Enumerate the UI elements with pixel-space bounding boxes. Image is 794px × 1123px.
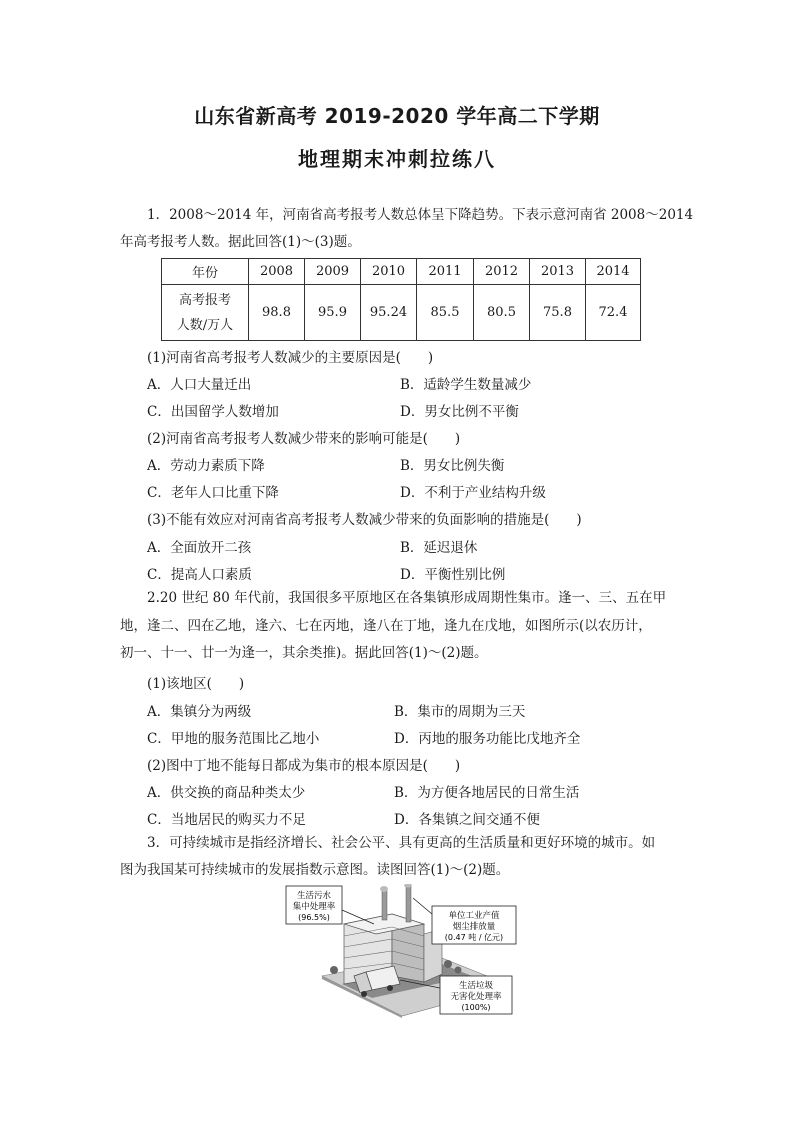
q2-sub1-stem: (1)该地区( ) bbox=[147, 676, 245, 692]
table-header-year: 年份 bbox=[162, 259, 249, 285]
table-row bbox=[162, 259, 641, 285]
table-cell-value: 72.4 bbox=[586, 285, 641, 341]
table-cell-year: 2010 bbox=[361, 259, 417, 285]
enrollment-table bbox=[161, 258, 641, 341]
q1-sub3-option-c: C．提高人口素质 bbox=[147, 567, 252, 583]
q1-sub3-stem: (3)不能有效应对河南省高考报考人数减少带来的负面影响的措施是( ) bbox=[147, 512, 582, 528]
q2-sub2-stem: (2)图中丁地不能每日都成为集市的根本原因是( ) bbox=[147, 758, 461, 774]
label-garbage-line1: 生活垃圾 bbox=[458, 981, 494, 991]
q2-sub1-option-b: B．集市的周期为三天 bbox=[394, 704, 526, 720]
q1-sub2-option-d: D．不利于产业结构升级 bbox=[400, 485, 546, 501]
label-dust-line2: 烟尘排放量 bbox=[452, 922, 496, 932]
label-garbage-value: (100%) bbox=[461, 1003, 491, 1012]
page-title: 山东省新高考 2019-2020 学年高二下学期 bbox=[194, 104, 600, 128]
q2-sub1-option-a: A．集镇分为两级 bbox=[147, 704, 252, 720]
label-dust-value: (0.47 吨 / 亿元) bbox=[444, 933, 504, 942]
q1-sub2-option-b: B．男女比例失衡 bbox=[400, 458, 505, 474]
sustainable-city-figure bbox=[282, 884, 518, 1018]
q1-sub1-option-c: C．出国留学人数增加 bbox=[147, 404, 279, 420]
q2-sub2-option-c: C．当地居民的购买力不足 bbox=[147, 812, 306, 828]
table-cell-value: 95.24 bbox=[361, 285, 417, 341]
q2-sub2-option-b: B．为方便各地居民的日常生活 bbox=[394, 785, 580, 801]
q1-sub1-option-b: B．适龄学生数量减少 bbox=[400, 377, 532, 393]
table-cell-year: 2012 bbox=[474, 259, 530, 285]
q1-sub3-option-d: D．平衡性别比例 bbox=[400, 567, 506, 583]
table-cell-value: 75.8 bbox=[530, 285, 586, 341]
q1-sub3-option-a: A．全面放开二孩 bbox=[147, 540, 252, 556]
q1-sub2-option-c: C．老年人口比重下降 bbox=[147, 485, 279, 501]
table-header-count-line1: 高考报考 bbox=[178, 292, 231, 308]
label-dust-line1: 单位工业产值 bbox=[448, 911, 500, 921]
table-cell-year: 2009 bbox=[305, 259, 361, 285]
table-cell-year: 2011 bbox=[417, 259, 474, 285]
label-sewage-line2: 集中处理率 bbox=[292, 902, 336, 912]
q1-intro-line1: 1．2008～2014 年，河南省高考报考人数总体呈下降趋势。下表示意河南省 2008～2014 bbox=[147, 207, 694, 223]
table-cell-value: 85.5 bbox=[417, 285, 474, 341]
table-cell-value: 98.8 bbox=[249, 285, 305, 341]
table-header-count-line2: 人数/万人 bbox=[176, 317, 234, 333]
page-subtitle: 地理期末冲刺拉练八 bbox=[298, 147, 496, 171]
table-row bbox=[162, 285, 641, 341]
table-cell-value: 80.5 bbox=[474, 285, 530, 341]
q1-sub2-option-a: A．劳动力素质下降 bbox=[147, 458, 265, 474]
label-sewage-line1: 生活污水 bbox=[296, 891, 332, 901]
q2-intro-line1: 2.20 世纪 80 年代前，我国很多平原地区在各集镇形成周期性集市。逢一、三、五在甲 bbox=[147, 590, 667, 606]
table-header-count bbox=[162, 285, 249, 341]
label-sewage-value: (96.5%) bbox=[298, 913, 330, 922]
q2-sub2-option-a: A．供交换的商品种类太少 bbox=[147, 785, 306, 801]
label-garbage-line2: 无害化处理率 bbox=[450, 992, 502, 1002]
q2-sub2-option-d: D．各集镇之间交通不便 bbox=[394, 812, 540, 828]
q1-sub3-option-b: B．延迟退休 bbox=[400, 540, 478, 556]
q1-sub1-option-d: D．男女比例不平衡 bbox=[400, 404, 519, 420]
q2-intro-line3: 初一、十一、廿一为逢一，其余类推)。据此回答(1)～(2)题。 bbox=[120, 645, 488, 661]
q1-sub1-stem: (1)河南省高考报考人数减少的主要原因是( ) bbox=[147, 350, 434, 366]
table-cell-year: 2013 bbox=[530, 259, 586, 285]
table-cell-year: 2008 bbox=[249, 259, 305, 285]
q2-intro-line2: 地，逢二、四在乙地，逢六、七在丙地，逢八在丁地，逢九在戊地，如图所示(以农历计， bbox=[120, 618, 652, 634]
q1-intro-line2: 年高考报考人数。据此回答(1)～(3)题。 bbox=[120, 234, 361, 250]
q3-intro-line1: 3．可持续城市是指经济增长、社会公平、具有更高的生活质量和更好环境的城市。如 bbox=[147, 835, 656, 851]
q2-sub1-option-c: C．甲地的服务范围比乙地小 bbox=[147, 731, 320, 747]
q1-sub1-option-a: A．人口大量迁出 bbox=[147, 377, 252, 393]
q3-intro-line2: 图为我国某可持续城市的发展指数示意图。读图回答(1)～(2)题。 bbox=[120, 862, 510, 878]
table-cell-value: 95.9 bbox=[305, 285, 361, 341]
table-cell-year: 2014 bbox=[586, 259, 641, 285]
label-sewage-rate bbox=[286, 886, 374, 924]
q2-sub1-option-d: D．丙地的服务功能比戊地齐全 bbox=[394, 731, 581, 747]
q1-sub2-stem: (2)河南省高考报考人数减少带来的影响可能是( ) bbox=[147, 431, 461, 447]
